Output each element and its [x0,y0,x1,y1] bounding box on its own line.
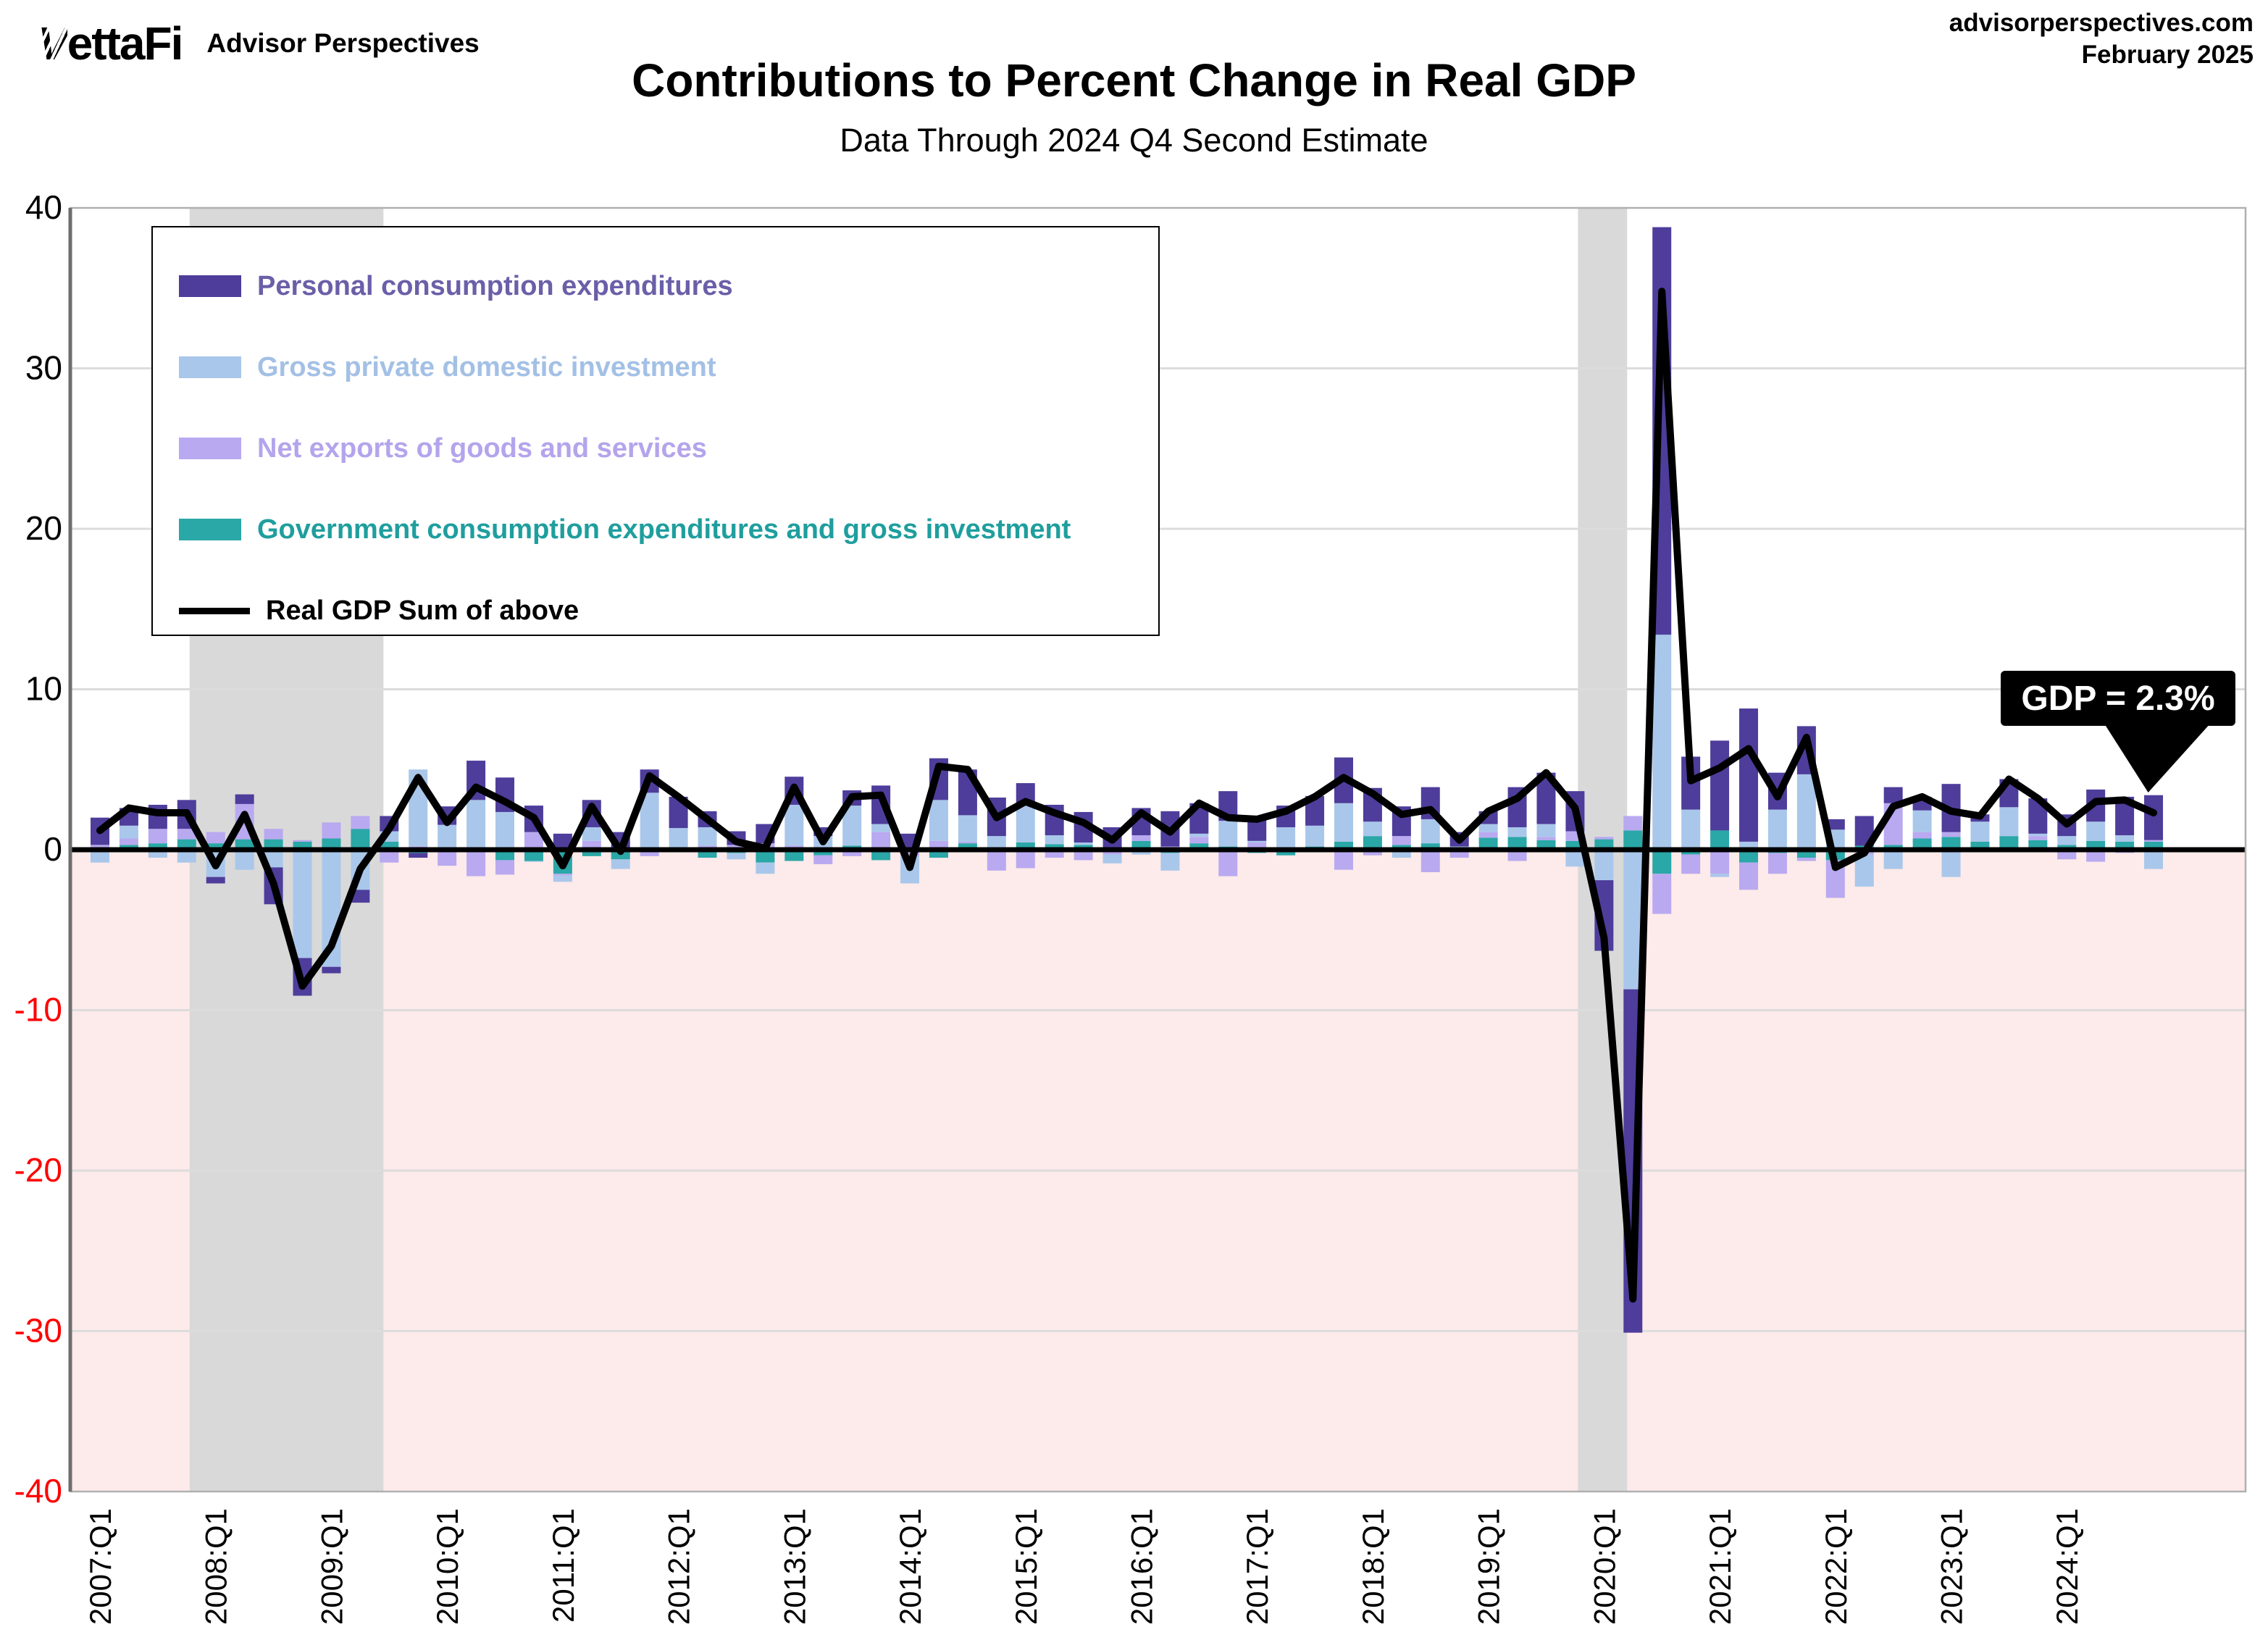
bar-inv [1479,824,1498,832]
bar-nx [1594,837,1613,839]
bar-inv [727,853,745,859]
bar-inv [987,836,1006,848]
bar-nx [871,832,890,850]
bar-inv [871,824,890,832]
bar-inv [1537,824,1556,837]
bar-inv [1508,827,1527,837]
x-tick-label: 2016:Q1 [1124,1508,1159,1626]
bar-nx [1623,816,1642,830]
x-tick-label: 2014:Q1 [893,1508,928,1626]
bar-inv [784,805,803,845]
legend-row-net-exports [179,420,1158,477]
bar-nx [1218,850,1237,877]
bar-pce [322,967,340,974]
bar-inv [2115,835,2134,842]
x-tick-label: 2011:Q1 [545,1508,580,1623]
vettafi-logo-text: ettaFi [67,17,183,70]
bar-inv [2028,834,2047,836]
bar-inv [756,863,774,874]
legend-label-pce: Personal consumption expenditures [257,270,733,301]
bar-nx [1131,835,1150,841]
bar-nx [1392,836,1411,845]
chart-subtitle: Data Through 2024 Q4 Second Estimate [840,122,1428,159]
bar-inv [1710,874,1729,877]
bar-nx [495,860,514,874]
bar-pce [235,795,254,804]
source-date: February 2025 [2081,40,2254,69]
y-tick-label: 30 [25,348,62,387]
bar-inv [1074,842,1093,845]
bar-inv [438,825,456,850]
bar-gov [1652,850,1671,874]
bar-nx [987,850,1006,871]
bar-inv [2086,821,2105,841]
bar-inv [958,815,977,842]
net-exports-swatch-icon [179,438,241,459]
bar-inv [698,827,717,845]
bar-inv [1276,827,1295,848]
x-tick-label: 2023:Q1 [1934,1508,1969,1626]
bar-nx [1016,850,1035,868]
bar-nx [293,840,312,842]
bar-nx [438,851,456,866]
bar-nx [2028,836,2047,840]
bar-inv [1797,774,1816,850]
bar-nx [466,852,485,876]
gdp-line-swatch-icon [179,608,250,614]
legend-row-investment [179,339,1158,396]
bar-inv [1884,850,1903,869]
x-tick-label: 2022:Q1 [1818,1508,1853,1626]
bar-inv [1189,834,1208,837]
bar-gov [1623,830,1642,850]
bar-nx [1450,851,1469,858]
x-tick-label: 2013:Q1 [777,1508,812,1626]
x-tick-label: 2012:Q1 [661,1508,696,1626]
bar-inv [1999,807,2018,836]
bar-pce [206,877,225,884]
x-tick-label: 2015:Q1 [1008,1508,1043,1626]
bar-nx [553,874,572,875]
bar-inv [1103,855,1122,863]
bar-inv [1363,821,1382,836]
bar-inv [611,859,630,869]
bar-inv [1305,826,1324,847]
bar-nx [2144,840,2163,842]
x-tick-label: 2024:Q1 [2050,1508,2085,1626]
bar-inv [1594,850,1613,880]
x-tick-label: 2019:Q1 [1471,1508,1506,1626]
y-tick-label: 0 [43,830,62,868]
investment-swatch-icon [179,356,241,378]
bar-inv [1913,811,1932,832]
y-tick-label: -10 [14,990,62,1029]
bar-inv [2144,850,2163,869]
legend-label-net-exports: Net exports of goods and services [257,432,707,464]
x-tick-label: 2020:Q1 [1587,1508,1622,1626]
bar-pce [409,853,427,858]
x-tick-label: 2008:Q1 [198,1508,233,1626]
bar-inv [929,800,948,840]
bar-inv [1334,803,1353,842]
bar-nx [148,829,167,843]
bar-inv [466,800,485,850]
bar-inv [1045,835,1064,844]
bar-inv [120,826,138,839]
x-tick-label: 2009:Q1 [314,1508,349,1626]
vettafi-logo-v-icon: V [38,17,67,70]
bar-nx [1652,874,1671,913]
bar-inv [1652,635,1671,850]
bar-inv [1218,821,1237,846]
bar-nx [1710,850,1729,874]
bar-nx [1189,837,1208,843]
bar-nx [322,822,340,838]
bar-inv [1768,810,1787,850]
bar-nx [120,838,138,845]
legend-label-investment: Gross private domestic investment [257,351,716,382]
bar-nx [1942,832,1961,837]
source-site: advisorperspectives.com [1949,9,2254,37]
bar-inv [495,812,514,850]
bar-nx [1421,850,1440,872]
bar-gov [1710,830,1729,850]
bar-nx [813,856,832,864]
bar-nx [1537,837,1556,840]
bar-nx [264,829,283,839]
bar-inv [1247,841,1266,842]
legend-row-government [179,501,1158,558]
legend-label-government: Government consumption expenditures and gross investment [257,514,1071,545]
x-tick-label: 2018:Q1 [1355,1508,1390,1626]
bar-nx [1334,850,1353,870]
x-tick-label: 2007:Q1 [83,1508,117,1626]
legend-row-gdp-line [179,582,1158,639]
bar-inv [553,875,572,882]
y-tick-label: -40 [14,1472,62,1510]
bar-pce [2144,795,2163,840]
x-tick-label: 2021:Q1 [1703,1508,1738,1626]
bar-inv [524,861,543,862]
chart-title: Contributions to Percent Change in Real GDP [632,54,1636,106]
bar-nx [206,832,225,844]
legend-label-gdp-line: Real GDP Sum of above [266,595,579,626]
bar-inv [235,850,254,870]
bar-nx [1681,855,1700,874]
pce-swatch-icon [179,275,241,297]
bar-inv [582,827,601,841]
bar-inv [1160,853,1179,870]
zero-axis-line [70,848,2246,853]
bar-inv [293,850,312,958]
x-tick-label: 2010:Q1 [430,1508,465,1626]
bar-nx [1479,832,1498,838]
government-swatch-icon [179,519,241,540]
y-tick-label: 20 [25,509,62,547]
bar-nx [1768,853,1787,874]
bar-nx [351,816,369,829]
bar-inv [1681,810,1700,850]
bar-inv [1970,821,1989,842]
y-tick-label: 40 [25,188,62,226]
y-tick-label: -30 [14,1311,62,1350]
bar-inv [1942,850,1961,877]
bar-nx [1797,858,1816,861]
bar-pce [1739,708,1758,842]
bar-gov [351,829,369,850]
bar-inv [2057,836,2076,845]
bar-pce [1710,740,1729,830]
legend [151,226,1160,636]
x-tick-label: 2017:Q1 [1240,1508,1275,1626]
bar-inv [1421,819,1440,843]
brand-subtitle: Advisor Perspectives [206,28,480,58]
bar-nx [1913,832,1932,839]
bar-nx [1739,863,1758,890]
legend-row-pce [179,258,1158,314]
bar-inv [669,828,688,848]
y-tick-label: 10 [25,669,62,708]
y-tick-label: -20 [14,1151,62,1189]
gdp-callout: GDP = 2.3% [2001,671,2235,726]
bar-nx [958,842,977,843]
